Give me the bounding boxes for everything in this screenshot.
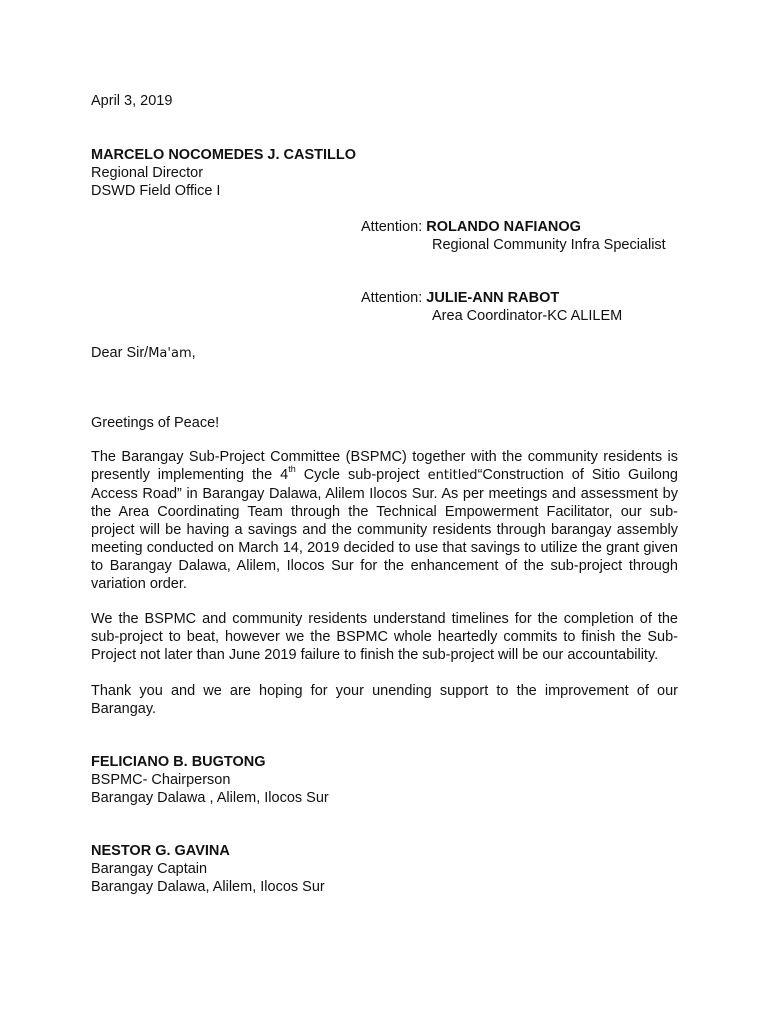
attention-block-2 — [361, 289, 622, 325]
attention-title: Area Coordinator-KC ALILEM — [432, 308, 623, 324]
ordinal-suffix: th — [288, 464, 296, 475]
signatory-name: NESTOR G. GAVINA — [91, 843, 230, 859]
signatory-block-1 — [91, 753, 329, 807]
attention-block-1 — [361, 218, 666, 254]
attention-label: Attention: — [361, 219, 423, 235]
letter-date: April 3, 2019 — [91, 93, 173, 109]
attention-label: Attention: — [361, 290, 423, 306]
salutation — [91, 344, 196, 363]
attention-title: Regional Community Infra Specialist — [432, 237, 666, 253]
salutation-maam: Ma'am — [148, 346, 192, 361]
paragraph-word-entitled: entitled — [427, 468, 478, 483]
salutation-comma: , — [191, 345, 196, 361]
recipient-block — [91, 146, 356, 200]
recipient-name: MARCELO NOCOMEDES J. CASTILLO — [91, 147, 357, 163]
signatory-location: Barangay Dalawa , Alilem, Ilocos Sur — [91, 790, 329, 806]
body-paragraph-3: Thank you and we are hoping for your unending support to the improvement of our Barangay. — [91, 683, 678, 717]
attention-name: JULIE-ANN RABOT — [426, 290, 560, 306]
signatory-location: Barangay Dalawa, Alilem, Ilocos Sur — [91, 879, 325, 895]
recipient-office: DSWD Field Office I — [91, 183, 221, 199]
paragraph-text: Cycle sub-project — [295, 467, 428, 483]
recipient-title: Regional Director — [91, 165, 204, 181]
signatory-block-2 — [91, 842, 325, 896]
body-paragraph-1 — [91, 448, 678, 593]
salutation-text: Dear Sir/ — [91, 345, 149, 361]
signatory-position: Barangay Captain — [91, 861, 208, 877]
paragraph-text: “Construction of Sitio Guilong Access Road” in Barangay Dalawa, Alilem Ilocos Sur. As per meetings and assessment by the Area Coordinating Team through the Technical Empowerment Facilitator, our sub-project will be having a savings and the community residents through barangay assembly meeting conducted on March 14, 2019 decided to use that savings to utilize the grant given to Barangay Dalawa, Alilem, Ilocos Sur for the enhancement of the sub-project through variation order. — [91, 467, 678, 592]
signatory-name: FELICIANO B. BUGTONG — [91, 754, 266, 770]
paragraph-text: The Barangay Sub-Project Committee (BSPMC) together with the community residents is presently implementing the 4 — [91, 449, 678, 483]
signatory-position: BSPMC- Chairperson — [91, 772, 231, 788]
attention-name: ROLANDO NAFIANOG — [426, 219, 581, 235]
body-paragraph-2: We the BSPMC and community residents understand timelines for the completion of the sub-project to beat, however we the BSPMC whole heartedly commits to finish the Sub-Project not later than June 2019 failure to finish the sub-project will be our accountability. — [91, 611, 678, 663]
greeting: Greetings of Peace! — [91, 415, 220, 431]
